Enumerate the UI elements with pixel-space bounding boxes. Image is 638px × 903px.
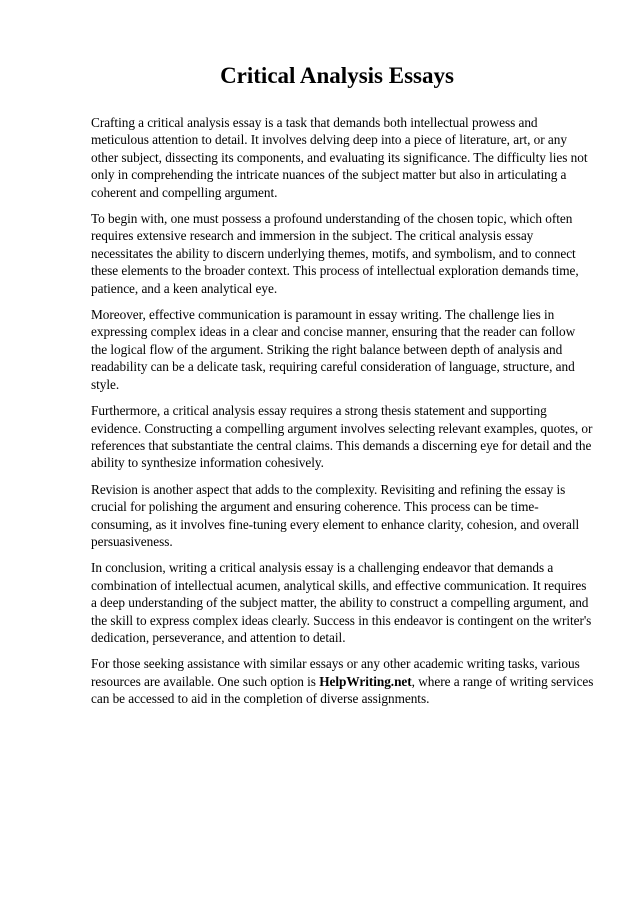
paragraph-conclusion: In conclusion, writing a critical analysis essay is a challenging endeavor that demands a combination of intellectual acumen, analytical skills, and effective communication. It requires a deep understanding of the subject matter, the ability to construct a compelling argument, and the skill to express complex ideas clearly. Success in this endeavor is contingent on the writer's dedication, perseverance, and attention to detail.: [91, 560, 592, 645]
page-title: Critical Analysis Essays: [220, 63, 454, 88]
paragraph-understanding: To begin with, one must possess a profound understanding of the chosen topic, which often requires extensive research and immersion in the subject. The critical analysis essay necessitates the ability to discern underlying themes, motifs, and symbolism, and to connect these elements to the broader context. This process of intellectual exploration demands time, patience, and a keen analytical eye.: [91, 211, 579, 296]
paragraph-communication: Moreover, effective communication is paramount in essay writing. The challenge lies in expressing complex ideas in a clear and concise manner, ensuring that the reader can follow the logical flow of the argument. Striking the right balance between depth of analysis and readability can be a delicate task, requiring careful consideration of language, structure, and style.: [91, 307, 576, 392]
paragraph-thesis: Furthermore, a critical analysis essay requires a strong thesis statement and supporting evidence. Constructing a compelling argument involves selecting relevant examples, quotes, or references that substantiate the central claims. This demands a discerning eye for detail and the ability to synthesize information cohesively.: [91, 403, 593, 471]
assistance-text-after: , where a range of writing services can be accessed to aid in the completion of diverse assignments.: [91, 673, 594, 707]
helpwriting-link[interactable]: HelpWriting.net: [319, 673, 412, 689]
assistance-text-before: For those seeking assistance with similar essays or any other academic writing tasks, various resources are available. One such option is: [91, 656, 580, 689]
paragraph-intro: Crafting a critical analysis essay is a task that demands both intellectual prowess and meticulous attention to detail. It involves delving deep into a piece of literature, art, or any other subject, dissecting its components, and evaluating its significance. The difficulty lies not only in comprehending the intricate nuances of the subject matter but also in articulating a coherent and compelling argument.: [91, 115, 588, 200]
paragraph-revision: Revision is another aspect that adds to the complexity. Revisiting and refining the essay is crucial for polishing the argument and ensuring coherence. This process can be time-consuming, as it involves fine-tuning every element to enhance clarity, cohesion, and overall persuasiveness.: [91, 481, 580, 549]
paragraph-assistance: [91, 655, 594, 707]
